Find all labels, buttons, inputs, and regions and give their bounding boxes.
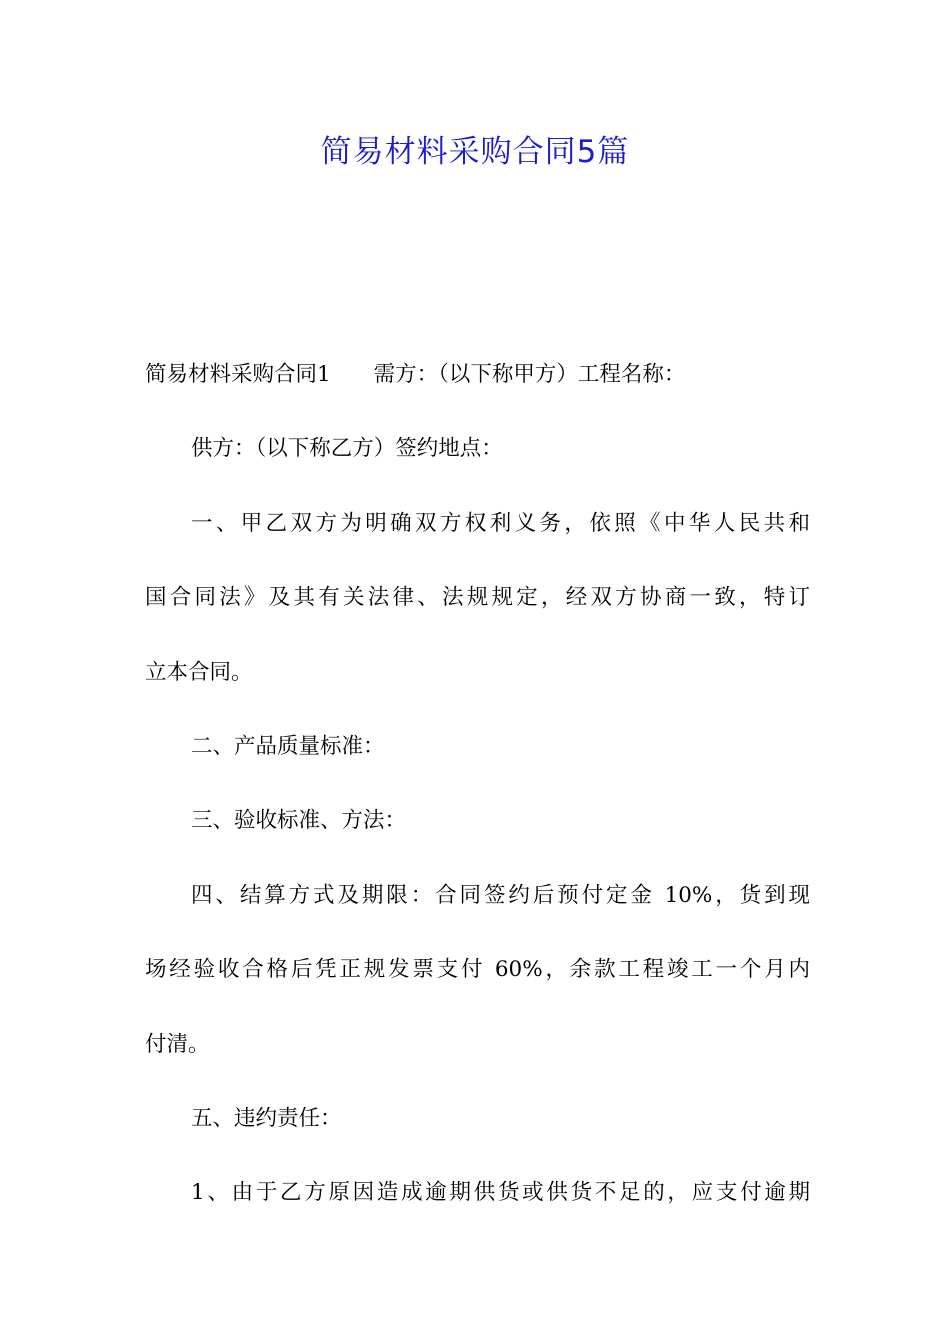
paragraph-line-9: 场经验收合格后凭正规发票支付 60%，余款工程竣工一个月内 [145,957,810,983]
paragraph-line-7: 三、验收标准、方法： [191,808,407,834]
document-body [145,338,810,1231]
paragraph-line-8: 四、结算方式及期限：合同签约后预付定金 10%，货到现 [191,882,810,908]
paragraph-line-11: 五、违约责任： [191,1105,342,1131]
paragraph-line-12: 1、由于乙方原因造成逾期供货或供货不足的，应支付逾期 [191,1180,810,1206]
paragraph-line-5: 立本合同。 [145,659,253,685]
paragraph-line-3: 一、甲乙双方为明确双方权利义务，依照《中华人民共和 [191,510,810,536]
document-title: 简易材料采购合同5篇 [320,134,630,170]
paragraph-line-1: 简易材料采购合同1 需方：（以下称甲方）工程名称： [145,362,686,387]
paragraph-line-4: 国合同法》及其有关法律、法规规定，经双方协商一致，特订 [145,585,810,611]
paragraph-line-6: 二、产品质量标准： [191,733,385,759]
paragraph-line-2: 供方：（以下称乙方）签约地点： [191,436,503,462]
paragraph-line-10: 付清。 [145,1031,210,1057]
